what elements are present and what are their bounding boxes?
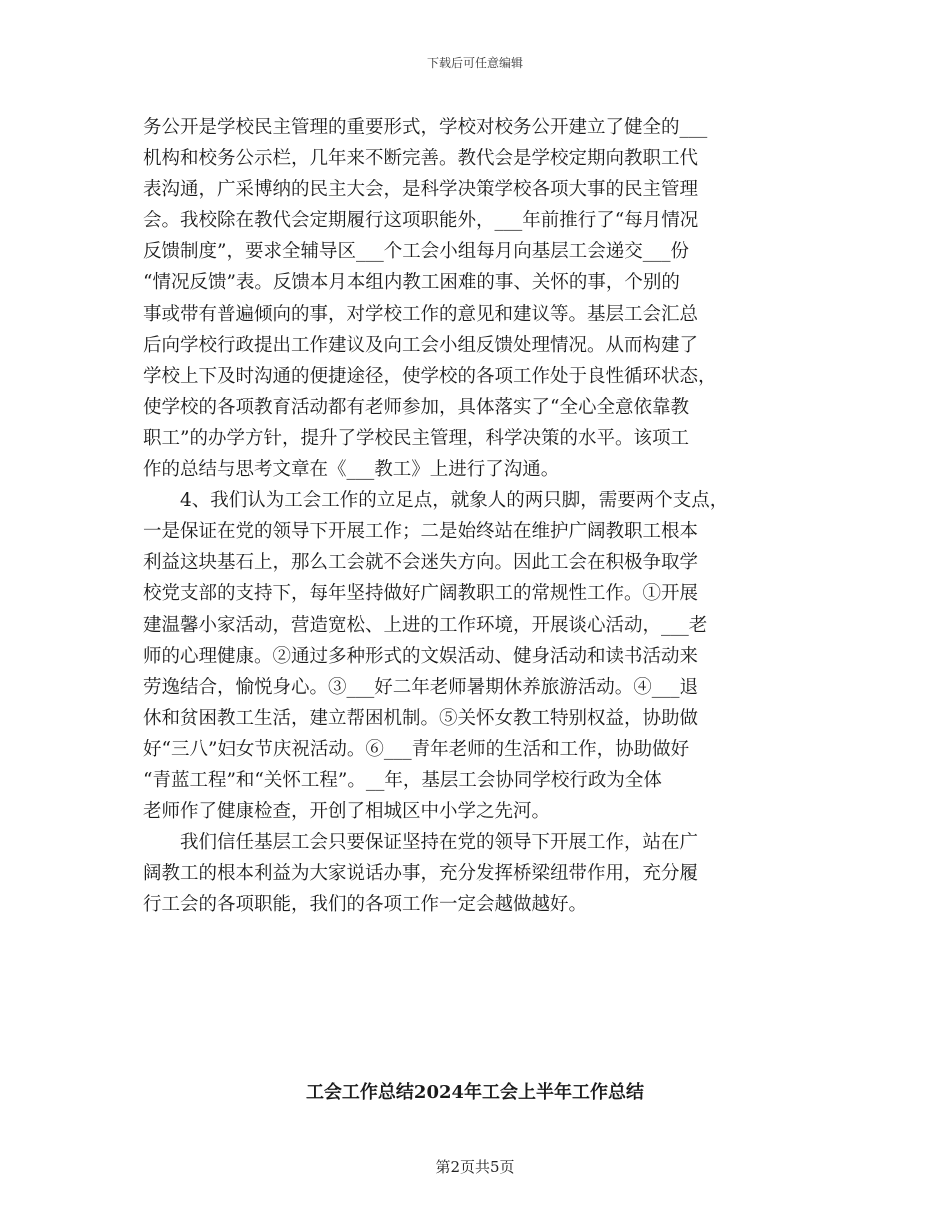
text-line: 师的心理健康。②通过多种形式的文娱活动、健身活动和读书活动来 <box>143 645 699 667</box>
text-line: 行工会的各项职能，我们的各项工作一定会越做越好。 <box>143 894 588 916</box>
text-line: 事或带有普遍倾向的事，对学校工作的意见和建议等。基层工会汇总 <box>143 303 699 325</box>
page-header-note: 下载后可任意编辑 <box>426 56 523 70</box>
text-line: 机构和校务公示栏，几年来不断完善。教代会是学校定期向教职工代 <box>143 148 699 170</box>
text-line: 职工”的办学方针，提升了学校民主管理，科学决策的水平。该项工 <box>143 427 689 449</box>
text-line: 好“三八”妇女节庆祝活动。⑥___青年老师的生活和工作，协助做好 <box>143 738 690 760</box>
text-line: 学校上下及时沟通的便捷途径，使学校的各项工作处于良性循环状态， <box>143 365 717 387</box>
text-line: 阔教工的根本利益为大家说话办事，充分发挥桥梁纽带作用，充分履 <box>143 863 699 885</box>
text-line: 我们信任基层工会只要保证坚持在党的领导下开展工作，站在广 <box>143 832 699 854</box>
text-line: 表沟通，广采博纳的民主大会，是科学决策学校各项大事的民主管理 <box>143 179 699 201</box>
text-line: 利益这块基石上，那么工会就不会迷失方向。因此工会在积极争取学 <box>143 552 699 574</box>
text-line: 反馈制度”，要求全辅导区___个工会小组每月向基层工会递交___份 <box>143 241 689 263</box>
text-line: 校党支部的支持下，每年坚持做好广阔教职工的常规性工作。①开展 <box>143 583 699 605</box>
text-line: 会。我校除在教代会定期履行这项职能外，___年前推行了“每月情况 <box>143 210 699 232</box>
page-number-footer: 第2页共5页 <box>435 1158 515 1176</box>
section-title: 工会工作总结2024年工会上半年工作总结 <box>305 1082 645 1103</box>
text-line: 使学校的各项教育活动都有老师参加，具体落实了“全心全意依靠教 <box>143 396 689 418</box>
text-line: 老师作了健康检查，开创了相城区中小学之先河。 <box>143 801 551 823</box>
text-line: 一是保证在党的领导下开展工作；二是始终站在维护广阔教职工根本 <box>143 521 699 543</box>
text-line: 后向学校行政提出工作建议及向工会小组反馈处理情况。从而构建了 <box>143 334 699 356</box>
text-line: 休和贫困教工生活，建立帮困机制。⑤关怀女教工特别权益，协助做 <box>143 707 699 729</box>
text-line: 劳逸结合，愉悦身心。③___好二年老师暑期休养旅游活动。④___退 <box>143 676 699 698</box>
text-line: 建温馨小家活动，营造宽松、上进的工作环境，开展谈心活动，___老 <box>143 614 708 636</box>
text-line: “情况反馈”表。反馈本月本组内教工困难的事、关怀的事，个别的 <box>143 272 680 294</box>
text-line: “青蓝工程”和“关怀工程”。__年，基层工会协同学校行政为全体 <box>143 769 662 791</box>
document-body <box>143 112 843 920</box>
text-line: 务公开是学校民主管理的重要形式，学校对校务公开建立了健全的___ <box>143 117 708 138</box>
text-line: 作的总结与思考文章在《___教工》上进行了沟通。 <box>143 459 560 481</box>
text-line: 4、我们认为工会工作的立足点，就象人的两只脚，需要两个支点， <box>143 490 729 512</box>
